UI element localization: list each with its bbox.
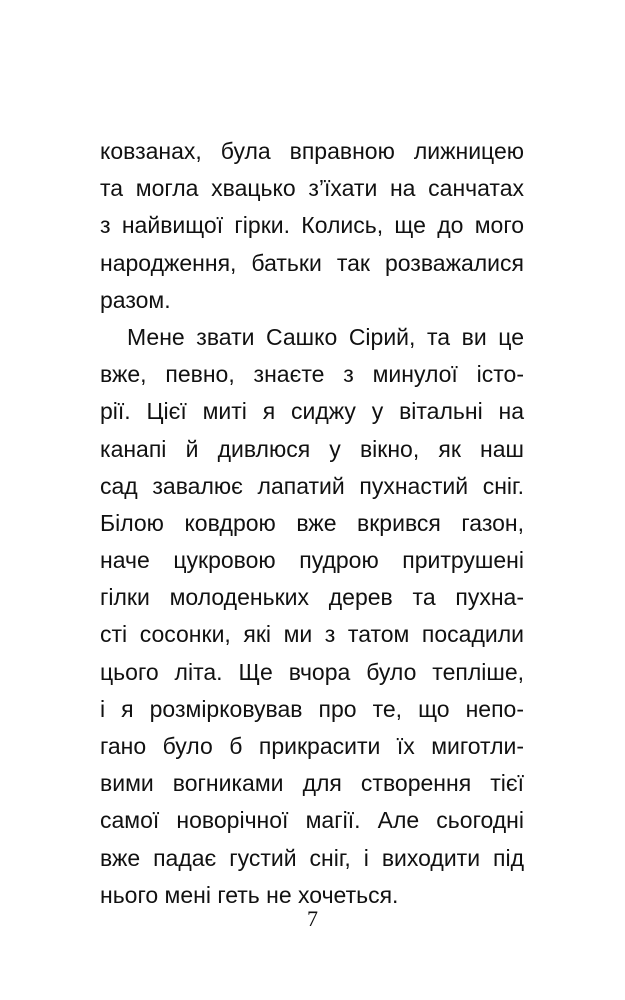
text-line: сті сосонки, які ми з татом посадили (100, 621, 524, 648)
text-line: Білою ковдрою вже вкрився газон, (100, 509, 524, 536)
text-line: Мене звати Сашко Сірий, та ви це (127, 323, 524, 350)
text-line: разом. (100, 286, 171, 313)
text-line: ковзанах, була вправною лижницею (100, 138, 524, 164)
text-line: сад завалює лапатий пухнастий сніг. (100, 472, 524, 499)
paragraph-2 (100, 319, 524, 914)
text-line: і я розмірковував про те, що непо- (100, 695, 524, 722)
text-line: гано було б прикрасити їх миготли- (100, 733, 524, 759)
text-line: вже, певно, знаєте з минулої істо- (100, 361, 524, 388)
paragraph-1 (100, 133, 524, 319)
text-line: гілки молоденьких дерев та пухна- (100, 584, 524, 611)
text-line: канапі й дивлюся у вікно, як наш (100, 435, 524, 462)
body-text (100, 133, 524, 914)
text-line: та могла хвацько з’їхати на санчатах (100, 175, 524, 202)
text-line: вже падає густий сніг, і виходити під (100, 844, 524, 871)
text-line: народження, батьки так розважалися (100, 249, 524, 276)
text-line: нього мені геть не хочеться. (100, 881, 399, 908)
text-line: з найвищої гірки. Колись, ще до мого (100, 212, 524, 239)
text-line: цього літа. Ще вчора було тепліше, (100, 658, 524, 685)
text-line: рії. Цієї миті я сиджу у вітальні на (100, 398, 524, 425)
text-line: самої новорічної магії. Але сьогодні (100, 807, 524, 834)
text-line: вими вогниками для створення тієї (100, 770, 524, 797)
text-line: наче цукровою пудрою притрушені (100, 547, 524, 574)
page-number: 7 (307, 906, 318, 931)
